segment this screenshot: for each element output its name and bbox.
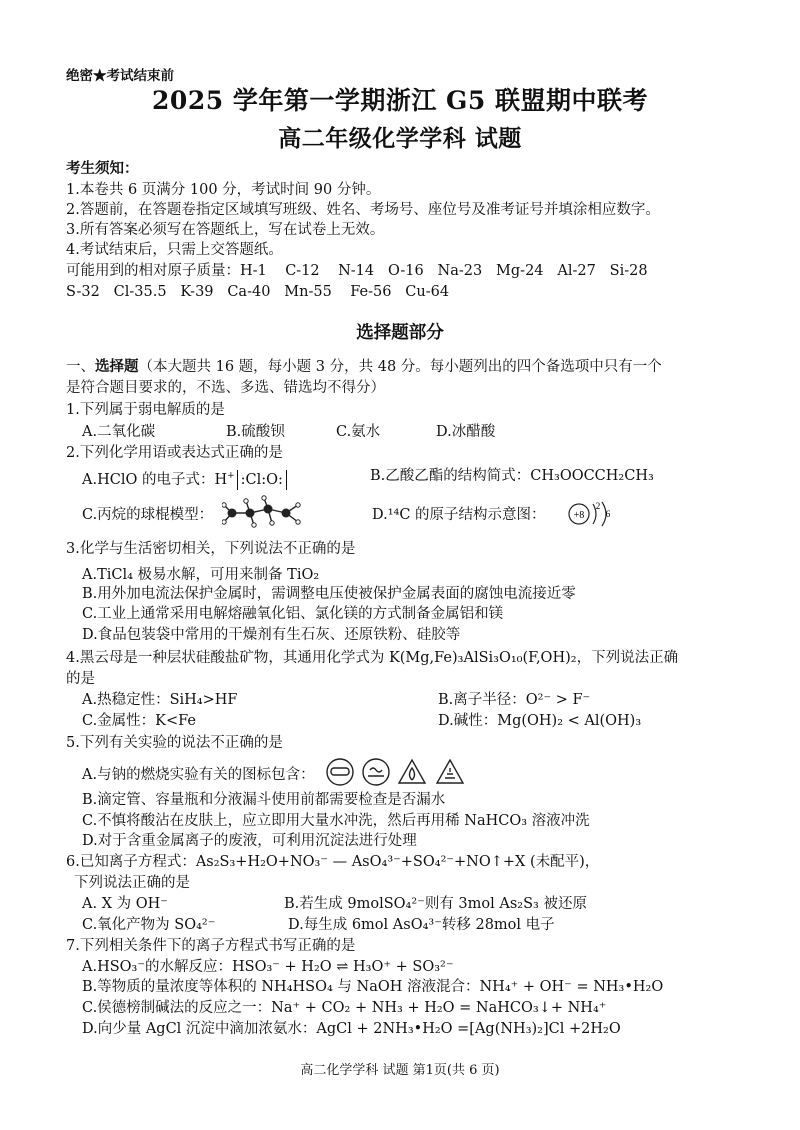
shell-2-count: 6 xyxy=(605,509,611,519)
q1-option-c: C.氨水 xyxy=(336,424,381,440)
q7-option-d: D.向少量 AgCl 沉淀中滴加浓氨水：AgCl + 2NH₃•H₂O =[Ag(NH₃)₂]Cl +2H₂O xyxy=(82,1021,621,1037)
page-footer: 高二化学学科 试题 第1页(共 6 页) xyxy=(300,1063,500,1078)
part-intro-line-2: 是符合题目要求的，不选、多选、错选均不得分） xyxy=(66,380,385,396)
q2-a-label: A.HClO 的电子式： xyxy=(82,471,215,488)
q1-option-b: B.硫酸钡 xyxy=(226,424,285,440)
question-4-stem-cont: 的是 xyxy=(66,671,95,687)
notice-item: 3.所有答案必须写在答题纸上，写在试卷上无效。 xyxy=(66,222,385,238)
atomic-mass-line-2: S-32 Cl-35.5 K-39 Ca-40 Mn-55 Fe-56 Cu-64 xyxy=(66,284,450,300)
q6-option-a: A. X 为 OH⁻ xyxy=(82,896,168,912)
question-2-stem: 2.下列化学用语或表达式正确的是 xyxy=(66,445,283,461)
hot-surface-icon xyxy=(363,759,389,785)
exam-subtitle: 高二年级化学学科 试题 xyxy=(278,125,522,152)
exam-title: 2025 学年第一学期浙江 G5 联盟期中联考 xyxy=(152,86,648,115)
lab-safety-icons xyxy=(324,756,484,788)
propane-ball-stick-model xyxy=(222,495,302,531)
q2-option-c: C.丙烷的球棍模型： xyxy=(82,507,214,523)
q4-option-d: D.碱性：Mg(OH)₂ < Al(OH)₃ xyxy=(438,713,642,729)
question-5-stem: 5.下列有关实验的说法不正确的是 xyxy=(66,735,283,751)
nucleus-charge: +8 xyxy=(573,510,585,521)
confidential-label: 绝密★考试结束前 xyxy=(66,68,174,84)
q6-option-c: C.氧化产物为 SO₄²⁻ xyxy=(82,917,216,933)
q1-option-a: A.二氧化碳 xyxy=(82,424,156,440)
part-label: 选择题 xyxy=(95,358,139,375)
notice-heading: 考生须知： xyxy=(66,160,139,177)
atomic-mass-line-1: 可能用到的相对原子质量：H-1 C-12 N-14 O-16 Na-23 Mg-24 Al-27 Si-28 xyxy=(66,263,648,279)
question-1-stem: 1.下列属于弱电解质的是 xyxy=(66,402,225,418)
q4-option-c: C.金属性：K<Fe xyxy=(82,713,197,729)
q3-option-a: A.TiCl₄ 极易水解，可用来制备 TiO₂ xyxy=(82,567,320,583)
q6-option-b: B.若生成 9molSO₄²⁻则有 3mol As₂S₃ 被还原 xyxy=(284,896,587,912)
q5-option-b: B.滴定管、容量瓶和分液漏斗使用前都需要检查是否漏水 xyxy=(82,792,446,808)
notice-item: 4.考试结束后，只需上交答题纸。 xyxy=(66,242,283,258)
notice-item: 2.答题前，在答题卷指定区域填写班级、姓名、考场号、座位号及准考证号并填涂相应数字。 xyxy=(66,202,660,218)
part-intro-line-1 xyxy=(66,357,662,377)
q3-option-c: C.工业上通常采用电解熔融氧化铝、氯化镁的方式制备金属铝和镁 xyxy=(82,606,504,622)
shell-1-count: 2 xyxy=(595,501,601,511)
q4-option-a: A.热稳定性：SiH₄>HF xyxy=(82,692,238,708)
q5-option-d: D.对于含重金属离子的废液，可利用沉淀法进行处理 xyxy=(82,833,417,849)
q3-option-b: B.用外加电流法保护金属时，需调整电压使被保护金属表面的腐蚀电流接近零 xyxy=(82,586,576,602)
section-title: 选择题部分 xyxy=(356,323,444,343)
q5-option-a: A.与钠的燃烧实验有关的图标包含： xyxy=(82,767,315,783)
q2-option-d: D.¹⁴C 的原子结构示意图： xyxy=(372,507,546,523)
q2-option-b: B.乙酸乙酯的结构简式：CH₃OOCCH₂CH₃ xyxy=(370,468,654,484)
atomic-structure-diagram xyxy=(566,496,616,532)
q7-option-c: C.侯德榜制碱法的反应之一：Na⁺ + CO₂ + NH₃ + H₂O = NaHCO₃↓+ NH₄⁺ xyxy=(82,1000,607,1016)
q2-option-a xyxy=(82,466,287,490)
q7-option-b: B.等物质的量浓度等体积的 NH₄HSO₄ 与 NaOH 溶液混合：NH₄⁺ + OH⁻ = NH₃•H₂O xyxy=(82,979,664,995)
q6-option-d: D.每生成 6mol AsO₄³⁻转移 28mol 电子 xyxy=(288,917,555,933)
part-desc: （本大题共 16 题，每小题 3 分，共 48 分。每小题列出的四个备选项中只有一个 xyxy=(138,359,662,375)
question-4-stem: 4.黑云母是一种层状硅酸盐矿物，其通用化学式为 K(Mg,Fe)₃AlSi₃O₁₀(F,OH)₂，下列说法正确 xyxy=(66,650,679,666)
part-prefix: 一、 xyxy=(66,359,95,375)
q3-option-d: D.食品包装袋中常用的干燥剂有生石灰、还原铁粉、硅胶等 xyxy=(82,627,461,643)
question-6-stem-cont: 下列说法正确的是 xyxy=(74,875,190,891)
q7-option-a: A.HSO₃⁻的水解反应：HSO₃⁻ + H₂O ⇌ H₃O⁺ + SO₃²⁻ xyxy=(82,959,454,975)
q1-option-d: D.冰醋酸 xyxy=(436,424,496,440)
question-7-stem: 7.下列相关条件下的离子方程式书写正确的是 xyxy=(66,938,356,954)
question-6-stem: 6.已知离子方程式：As₂S₃+H₂O+NO₃⁻ — AsO₄³⁻+SO₄²⁻+NO↑+X (未配平)， xyxy=(66,854,600,870)
q2-a-electron-dot: :Cl:O: xyxy=(237,470,287,490)
q2-a-h: H xyxy=(214,471,228,488)
q4-option-b: B.离子半径：O²⁻ > F⁻ xyxy=(438,692,591,708)
question-3-stem: 3.化学与生活密切相关，下列说法不正确的是 xyxy=(66,541,356,557)
q2-a-plus: + xyxy=(227,471,235,481)
notice-item: 1.本卷共 6 页满分 100 分，考试时间 90 分钟。 xyxy=(66,182,381,198)
q5-option-c: C.不慎将酸沾在皮肤上，应立即用大量水冲洗，然后再用稀 NaHCO₃ 溶液冲洗 xyxy=(82,813,590,829)
